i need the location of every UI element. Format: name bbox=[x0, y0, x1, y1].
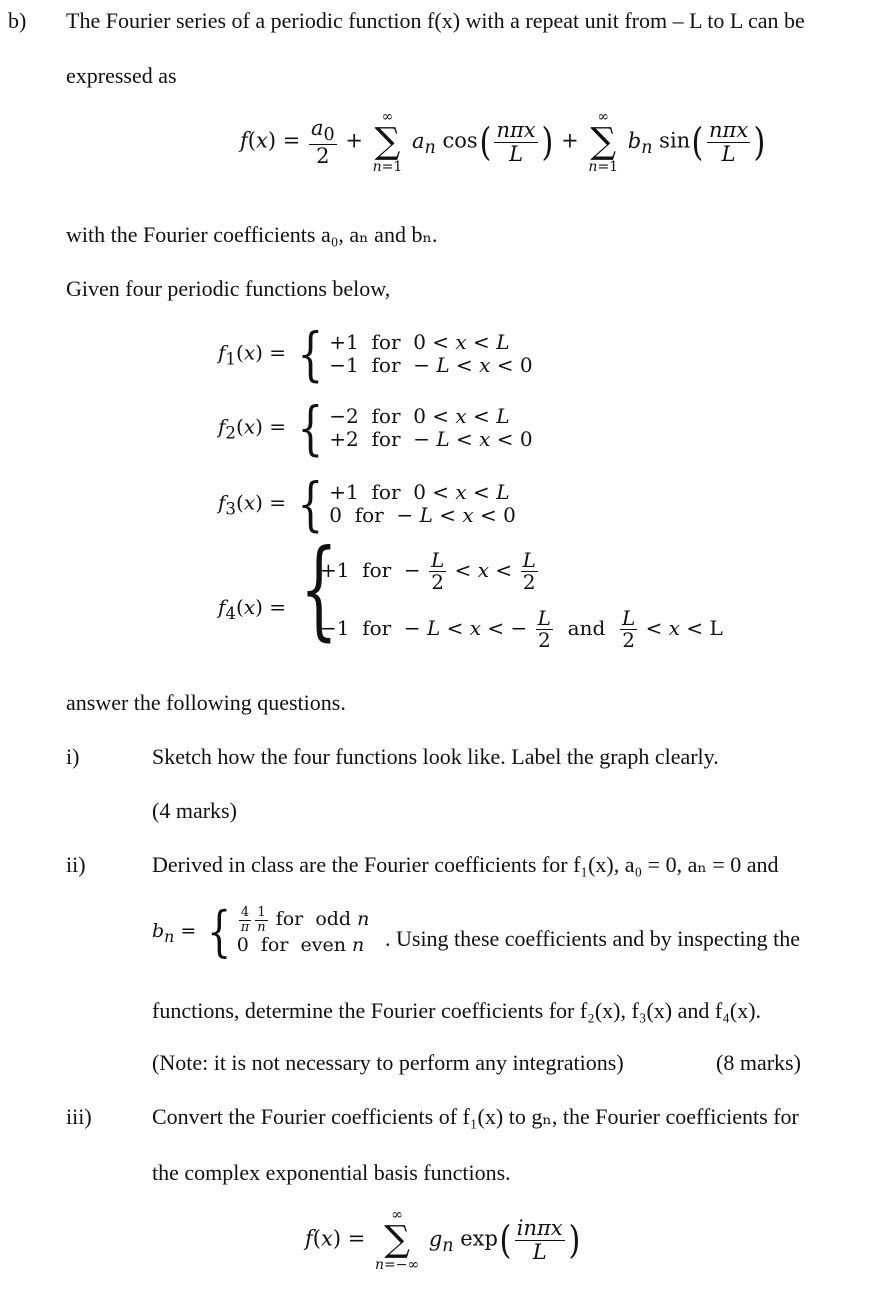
function-f3: $f_3(x)$ = { +1 for 0 < x < L 0 for − L < x < 0 bbox=[218, 470, 516, 538]
question-ii-note: (Note: it is not necessary to perform any integrations) bbox=[152, 1050, 624, 1075]
fourier-series-equation: f(x) = $\frac{a_0}{2}$ + ∞ ∑ n=1 $a_n$ cos( $\frac{\text{nπx}}{L}$ ) + ∞ ∑ n=1 $b_n$ sin( $\frac{\text{nπx}}{L}$ ) bbox=[240, 109, 766, 175]
question-ii-line-3: functions, determine the Fourier coefficients for f₂(x), f₃(x) and f₄(x). bbox=[152, 998, 762, 1023]
question-ii-label: ii) bbox=[66, 852, 86, 877]
function-f1: $f_1(x)$ = { +1 for 0 < x < L −1 for − L < x < 0 bbox=[218, 320, 533, 388]
question-ii-marks: (8 marks) bbox=[716, 1050, 801, 1075]
question-ii-line-1: Derived in class are the Fourier coefficients for f₁(x), a₀ = 0, aₙ = 0 and bbox=[152, 852, 779, 877]
bn-equation: $b_n$ = { $\frac{4}{\pi}$ $\frac{1}{n}$ for odd n 0 for even n bbox=[152, 900, 370, 963]
function-f4-case-2: −1 for − L < x < − $\frac{L}{2}$ and $\frac{L}{2}$ < x < L bbox=[320, 606, 723, 652]
complex-series-equation: f(x) = ∞ ∑ n=−∞ $g_n$ exp( $\frac{\text{inπx}}{L}$ ) bbox=[305, 1207, 581, 1273]
coefficients-text: with the Fourier coefficients a₀, aₙ and bₙ. bbox=[66, 222, 438, 247]
intro-line-2: expressed as bbox=[66, 63, 177, 88]
function-f4-case-1: +1 for − $\frac{L}{2}$ < x < $\frac{L}{2}$ bbox=[320, 548, 536, 594]
question-ii-line-2: . Using these coefficients and by inspecting the bbox=[385, 926, 801, 951]
question-iii-label: iii) bbox=[66, 1104, 92, 1129]
question-i-marks: (4 marks) bbox=[152, 798, 237, 823]
question-i-text: Sketch how the four functions look like. Label the graph clearly. bbox=[152, 744, 719, 769]
function-f4-label: $f_4(x)$ = bbox=[218, 595, 287, 623]
answer-text: answer the following questions. bbox=[66, 690, 346, 715]
question-i-label: i) bbox=[66, 744, 80, 769]
part-label: b) bbox=[8, 8, 27, 33]
function-f2: $f_2(x)$ = { −2 for 0 < x < L +2 for − L < x < 0 bbox=[218, 394, 533, 462]
question-iii-line-1: Convert the Fourier coefficients of f₁(x) to gₙ, the Fourier coefficients for bbox=[152, 1104, 799, 1129]
function-f4-brace: { bbox=[300, 527, 338, 652]
intro-line-1: The Fourier series of a periodic function f(x) with a repeat unit from – L to L can be bbox=[66, 8, 805, 33]
given-text: Given four periodic functions below, bbox=[66, 276, 391, 301]
question-iii-line-2: the complex exponential basis functions. bbox=[152, 1160, 511, 1185]
